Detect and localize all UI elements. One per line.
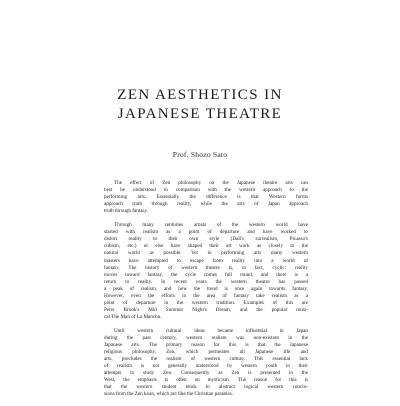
text-line: approach truth through reality, while the arts of Japan approach (104, 201, 308, 208)
body-paragraph (104, 180, 308, 215)
title-line-1: ZEN AESTHETICS IN (117, 87, 283, 103)
text-line: West, the emphasis is often on mysticism. The reason for this is (104, 377, 308, 384)
body-paragraph (104, 328, 308, 398)
text-line: during the past century, western realism was non-existent in the (104, 335, 308, 342)
text-line: masters have attempted to escape from reality into a world of (104, 257, 308, 264)
text-line: a peak of realism, and now the trend is once again towards fantasy. (104, 285, 308, 292)
text-line: distort reality to their own style (Dali's surrealism, Picasso's (104, 236, 308, 243)
text-line: performing arts. Essentially the difference is that Western forms (104, 194, 308, 201)
text-line: cal The Man of La Mancha. (104, 313, 162, 320)
text-line: Until western cultural ideas became influential in Japan (114, 327, 308, 334)
text-line: Peter Brook's Mid Summer Night's Dream, and the popular musi- (104, 306, 308, 313)
text-line: best be understood in comparison with the western approach to the (104, 187, 308, 194)
text-line: cubism, etc.) or else have shaped their art work as closely to the (104, 243, 308, 250)
text-line: of realism is not generally understood by western youth in their (104, 363, 308, 370)
body-paragraph (104, 222, 308, 321)
text-line: sions from the Zen koan, which are like the Christian parables. (104, 391, 234, 398)
text-line: that the western student tends to abstract logical western conclu- (104, 384, 308, 391)
title-line-2: JAPANESE THEATRE (117, 106, 283, 122)
text-line: moves toward fantasy, the cycle comes full round, and there is a (104, 271, 308, 278)
text-line: Through many centuries artists of the western world have (114, 222, 308, 229)
text-line: started with realism as a point of departure and have worked to (104, 229, 308, 236)
text-line: The effect of Zen philosophy on the Japanese theatre arts can (114, 180, 308, 186)
article-body (104, 180, 308, 406)
text-line: arts, precludes the realism of western culture. This essential lack (104, 356, 308, 363)
text-line: fantasy. The history of western theatre is, in fact, cyclic: reality (104, 264, 308, 271)
text-line: natural world as possible. Yet in performing arts many western (104, 250, 308, 257)
text-line: truth through fantasy. (104, 208, 149, 215)
text-line: point of departure in the western tradition. Examples of this are (104, 299, 308, 306)
author-byline: Prof. Shozo Sato (172, 150, 228, 159)
text-line: However, even the efforts in the area of fantasy take realism as a (104, 292, 308, 299)
text-line: return to reality. In recent years the western theatre has passed (104, 278, 308, 285)
text-line: Japanese arts. The primary reason for this is that the Japanese (104, 342, 308, 349)
text-line: attempts to study Zen. Consequently as Zen is presented in the (104, 370, 308, 377)
text-line: religious philosophy, Zen, which permeates all Japanese life and (104, 349, 308, 356)
